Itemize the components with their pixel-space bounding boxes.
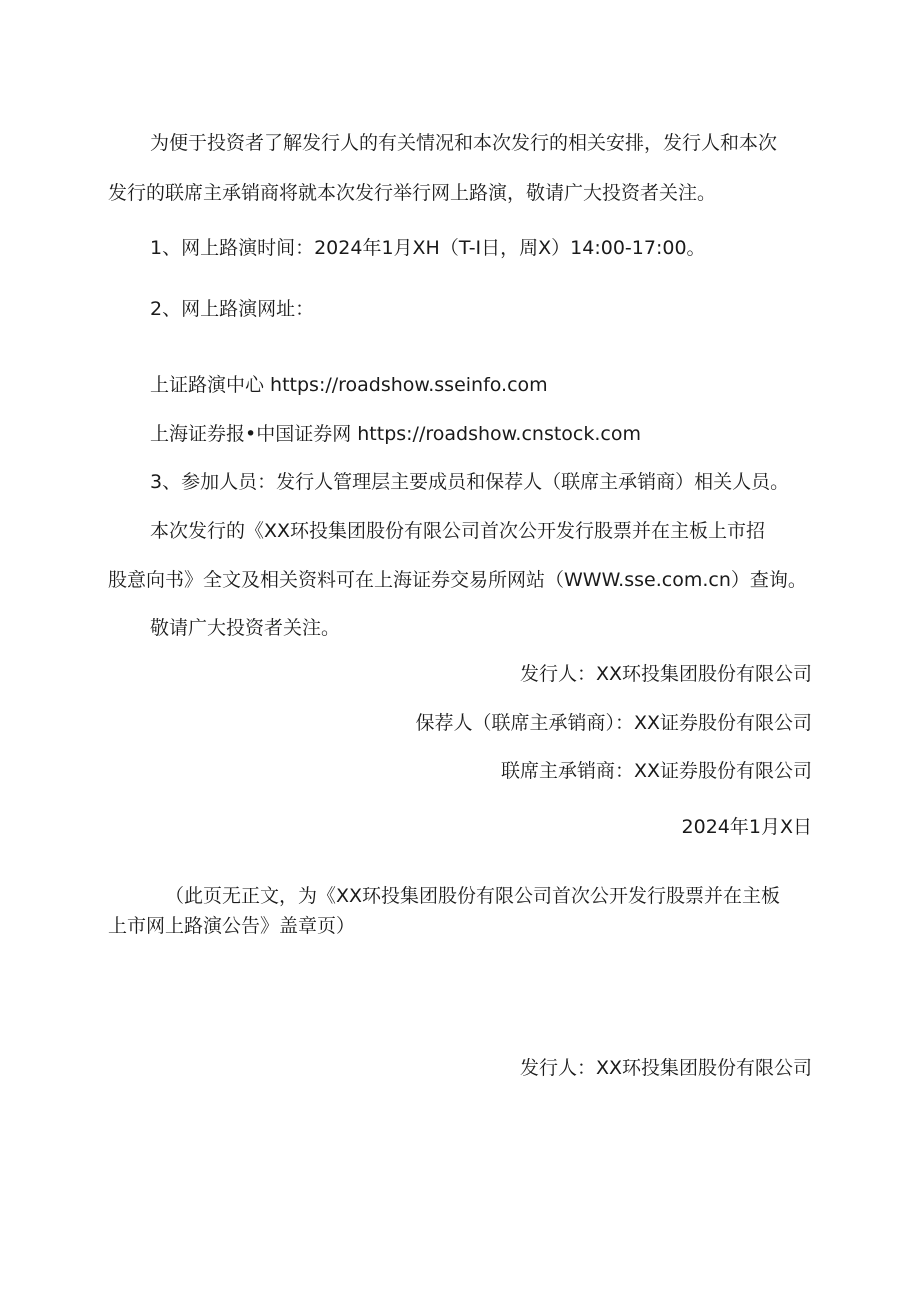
signature-co-underwriter: 联席主承销商：XX证券股份有限公司 — [500, 760, 812, 782]
roadshow-url-heading: 2、网上路演网址： — [150, 298, 315, 320]
intro-line-2: 发行的联席主承销商将就本次发行举行网上路演，敬请广大投资者关注。 — [108, 182, 717, 204]
prospectus-line-1: 本次发行的《XX环投集团股份有限公司首次公开发行股票并在主板上市招 — [150, 520, 766, 542]
seal-note-line-1: （此页无正文，为《XX环投集团股份有限公司首次公开发行股票并在主板 — [165, 885, 781, 907]
roadshow-url-cnstock: 上海证券报•中国证券网 https://roadshow.cnstock.com — [150, 423, 642, 445]
participants: 3、参加人员：发行人管理层主要成员和保荐人（联席主承销商）相关人员。 — [150, 471, 790, 493]
seal-page-signature: 发行人：XX环投集团股份有限公司 — [519, 1057, 812, 1079]
seal-note-line-2: 上市网上路演公告》盖章页） — [108, 915, 356, 937]
signature-issuer: 发行人：XX环投集团股份有限公司 — [519, 663, 812, 685]
roadshow-url-sse: 上证路演中心 https://roadshow.sseinfo.com — [150, 374, 548, 396]
intro-line-1: 为便于投资者了解发行人的有关情况和本次发行的相关安排，发行人和本次 — [150, 132, 778, 154]
signature-date: 2024年1月X日 — [681, 816, 812, 838]
prospectus-line-2: 股意向书》全文及相关资料可在上海证券交易所网站（WWW.sse.com.cn）查询。 — [108, 569, 807, 591]
roadshow-time: 1、网上路演时间：2024年1月XH（T-I日，周X）14:00-17:00。 — [150, 237, 706, 259]
closing-remark: 敬请广大投资者关注。 — [150, 617, 341, 639]
signature-sponsor: 保荐人（联席主承销商）：XX证券股份有限公司 — [415, 712, 812, 734]
